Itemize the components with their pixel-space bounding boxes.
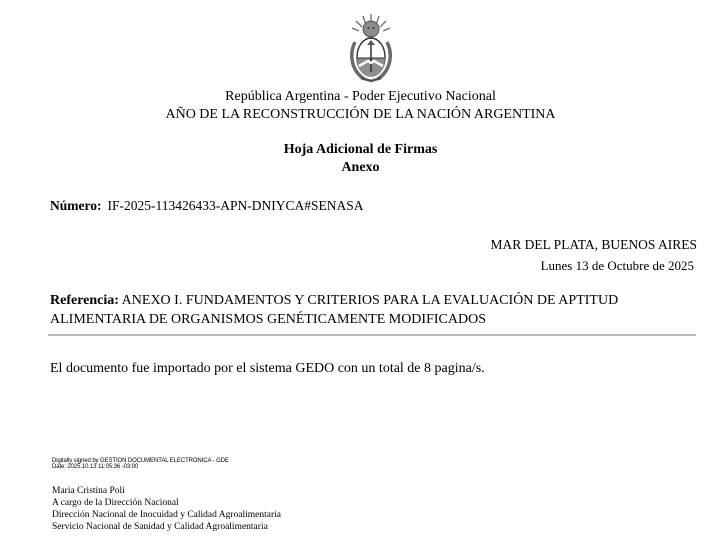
reference-text-1: ANEXO I. FUNDAMENTOS Y CRITERIOS PARA LA EVALUACIÓN DE APTITUD [121, 293, 619, 308]
document-number [50, 198, 364, 214]
signer-role: A cargo de la Dirección Nacional [52, 498, 179, 508]
digital-signature-date: Date: 2025.10.13 11:05:36 -03:00 [52, 464, 139, 470]
document-number-value: IF-2025-113426433-APN-DNIYCA#SENASA [107, 198, 364, 213]
document-number-label: Número: [50, 198, 102, 213]
reference-text-2: ALIMENTARIA DE ORGANISMOS GENÉTICAMENTE MODIFICADOS [50, 312, 486, 327]
reference-block [50, 291, 618, 329]
digital-signature-line: Digitally signed by GESTION DOCUMENTAL ELECTRONICA - GDE [52, 458, 229, 464]
signer-office: Dirección Nacional de Inocuidad y Calidad Agroalimentaria [52, 510, 281, 520]
header-government: República Argentina - Poder Ejecutivo Nacional [225, 89, 496, 104]
signer-agency: Servicio Nacional de Sanidad y Calidad Agroalimentaria [52, 522, 268, 532]
body-text: El documento fue importado por el sistema GEDO con un total de 8 pagina/s. [50, 361, 485, 376]
header-year-motto: AÑO DE LA RECONSTRUCCIÓN DE LA NACIÓN ARGENTINA [165, 107, 556, 122]
reference-label: Referencia: [50, 293, 119, 308]
signer-name: Maria Cristina Poli [52, 486, 125, 496]
section-divider [48, 334, 696, 336]
issue-date: Lunes 13 de Octubre de 2025 [540, 258, 694, 273]
page-title: Hoja Adicional de Firmas [283, 142, 438, 157]
reference-line-1 [50, 291, 618, 310]
issue-place: MAR DEL PLATA, BUENOS AIRES [490, 237, 697, 252]
coat-of-arms-icon [346, 12, 396, 84]
page-subtitle: Anexo [341, 160, 380, 175]
